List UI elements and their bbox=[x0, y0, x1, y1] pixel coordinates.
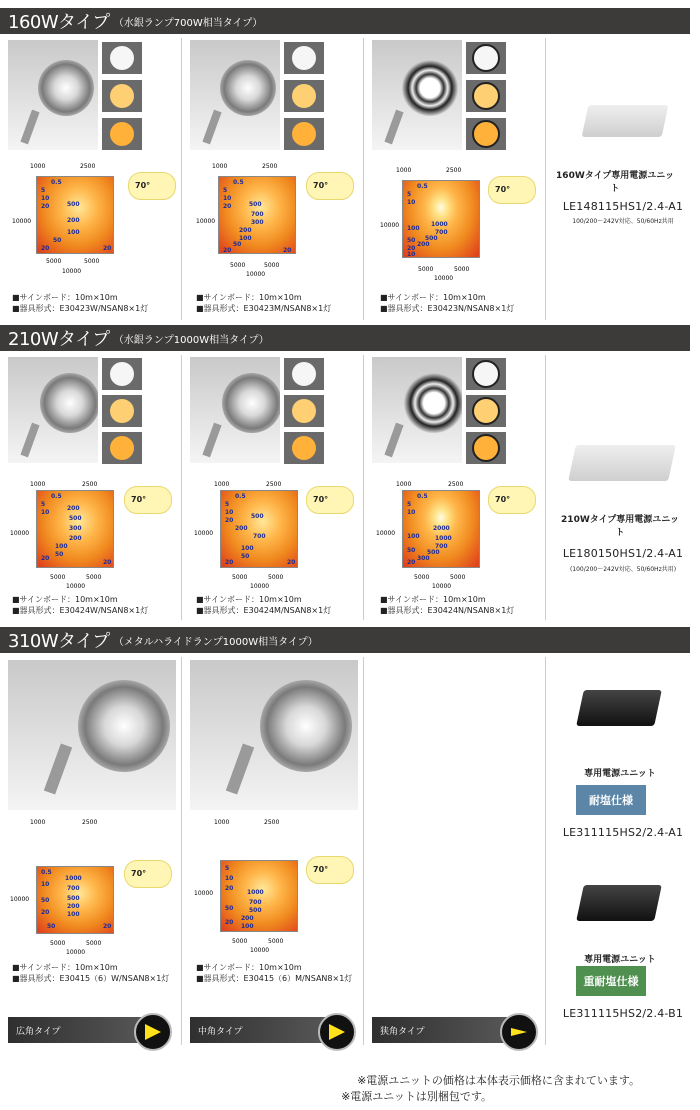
swatch-label: 電球色タイプ bbox=[328, 399, 360, 417]
narrow-beam-icon bbox=[500, 1013, 538, 1051]
dim-label: 2500 bbox=[264, 819, 280, 826]
dim-label: 10000 bbox=[66, 583, 86, 590]
dim-label: 10000 bbox=[62, 268, 82, 275]
product-photo bbox=[8, 660, 176, 810]
dim-label: 10000 bbox=[250, 947, 270, 954]
swatch-label: 昼白色タイプ bbox=[510, 46, 542, 64]
unit-name: 210Wタイプ専用電源ユニット bbox=[561, 515, 679, 538]
swatch-label: 電球色タイプ bbox=[510, 84, 542, 102]
section-subtitle: （水銀ランプ700W相当タイプ） bbox=[113, 17, 263, 29]
caption: ■サインボード：10m×10m ■器具形式：E30415（6）W/NSAN8×1灯 bbox=[12, 963, 170, 983]
unit-model: LE180150HS1/2.4-A1 bbox=[562, 547, 684, 560]
swatch-label: 電球色タイプ bbox=[328, 84, 360, 102]
sodium-swatch bbox=[466, 432, 506, 464]
sodium-swatch bbox=[284, 432, 324, 464]
unit-note: 100/200〜242V対応、50/60Hz共用 bbox=[572, 218, 674, 225]
dim-label: 5000 bbox=[46, 258, 62, 265]
dim-label: 10000 bbox=[66, 949, 86, 956]
dim-label: 10000 bbox=[434, 275, 454, 282]
swatch-label: ナトリウム色タイプ bbox=[328, 436, 360, 463]
unit-name: 専用電源ユニット bbox=[584, 769, 656, 779]
caption: ■サインボード：10m×10m ■器具形式：E30424W/NSAN8×1灯 bbox=[12, 595, 149, 615]
unit-name: 専用電源ユニット bbox=[584, 955, 656, 965]
type-medium: 中角タイプ bbox=[190, 1017, 340, 1043]
swatch-label: ナトリウム色タイプ bbox=[510, 122, 542, 149]
section-subtitle: （水銀ランプ1000W相当タイプ） bbox=[113, 334, 269, 346]
power-unit-image bbox=[582, 105, 669, 137]
dim-label: 10000 bbox=[376, 530, 396, 537]
section-title: 310Wタイプ bbox=[8, 631, 110, 652]
dim-label: 1000 bbox=[30, 481, 46, 488]
swatch-label: 昼白色タイプ bbox=[328, 46, 360, 64]
dim-label: 10000 bbox=[12, 218, 32, 225]
dim-label: 5000 bbox=[84, 258, 100, 265]
section-title: 210Wタイプ bbox=[8, 329, 110, 350]
product-photo bbox=[372, 357, 462, 463]
swatch-label: 電球色タイプ bbox=[510, 399, 542, 417]
section-header-210w bbox=[0, 325, 690, 351]
dim-label: 1000 bbox=[30, 163, 46, 170]
product-photo bbox=[190, 40, 280, 150]
caption: ■サインボード：10m×10m ■器具形式：E30423M/NSAN8×1灯 bbox=[196, 293, 332, 313]
swatch-label: ナトリウム色タイプ bbox=[328, 122, 360, 149]
dim-label: 5000 bbox=[86, 574, 102, 581]
illuminance-chart: 5 10 20 1000 700 500 200 100 50 20 bbox=[220, 860, 298, 932]
dim-label: 1000 bbox=[214, 819, 230, 826]
swatch-label: 昼白色タイプ bbox=[328, 362, 360, 380]
dim-label: 5000 bbox=[268, 574, 284, 581]
wide-beam-icon bbox=[134, 1013, 172, 1051]
section-header-160w bbox=[0, 8, 690, 34]
caption: ■サインボード：10m×10m ■器具形式：E30424M/NSAN8×1灯 bbox=[196, 595, 332, 615]
swatch-label: 昼白色タイプ bbox=[510, 362, 542, 380]
daylight-swatch bbox=[284, 358, 324, 390]
unit-model: LE311115HS2/2.4-A1 bbox=[562, 826, 684, 839]
dim-label: 1000 bbox=[212, 163, 228, 170]
illuminance-chart: 0.5 5 10 20 500 200 700 100 50 20 20 bbox=[220, 490, 298, 568]
dim-label: 10000 bbox=[380, 222, 400, 229]
sodium-swatch bbox=[466, 118, 506, 150]
bulb-swatch bbox=[102, 80, 142, 112]
angle-badge: 70° bbox=[306, 172, 354, 200]
caption: ■サインボード：10m×10m ■器具形式：E30423W/NSAN8×1灯 bbox=[12, 293, 149, 313]
sodium-swatch bbox=[102, 432, 142, 464]
dim-label: 2500 bbox=[82, 819, 98, 826]
illuminance-chart: 0.5 5 10 200 500 300 200 100 50 20 20 bbox=[36, 490, 114, 568]
swatch-label: 昼白色タイプ bbox=[146, 362, 178, 380]
dim-label: 1000 bbox=[30, 819, 46, 826]
illuminance-chart: 0.5 10 1000 700 500 200 100 50 20 50 20 bbox=[36, 866, 114, 934]
dim-label: 5000 bbox=[232, 938, 248, 945]
dim-label: 5000 bbox=[414, 574, 430, 581]
caption: ■サインボード：10m×10m ■器具形式：E30423N/NSAN8×1灯 bbox=[380, 293, 515, 313]
dim-label: 5000 bbox=[264, 262, 280, 269]
unit-name: 160Wタイプ専用電源ユニット bbox=[556, 171, 674, 194]
dim-label: 1000 bbox=[396, 167, 412, 174]
dim-label: 5000 bbox=[232, 574, 248, 581]
power-unit-image bbox=[576, 690, 662, 726]
salt-resistant-badge: 耐塩仕様 bbox=[576, 785, 646, 815]
angle-badge: 70° bbox=[124, 486, 172, 514]
dim-label: 5000 bbox=[450, 574, 466, 581]
dim-label: 5000 bbox=[50, 574, 66, 581]
bulb-swatch bbox=[102, 395, 142, 427]
swatch-label: 電球色タイプ bbox=[146, 84, 178, 102]
product-photo bbox=[8, 40, 98, 150]
swatch-label: ナトリウム色タイプ bbox=[146, 122, 178, 149]
dim-label: 10000 bbox=[194, 890, 214, 897]
bulb-swatch bbox=[466, 395, 506, 427]
power-unit-image bbox=[568, 445, 676, 481]
dim-label: 2500 bbox=[82, 481, 98, 488]
unit-model: LE148115HS1/2.4-A1 bbox=[562, 200, 684, 213]
dim-label: 10000 bbox=[194, 530, 214, 537]
heavy-salt-resistant-badge: 重耐塩仕様 bbox=[576, 966, 646, 996]
section-title: 160Wタイプ bbox=[8, 12, 110, 33]
dim-label: 5000 bbox=[50, 940, 66, 947]
sodium-swatch bbox=[284, 118, 324, 150]
daylight-swatch bbox=[284, 42, 324, 74]
illuminance-chart: 0.5 5 10 2000 1000 700 500 300 100 50 20 bbox=[402, 490, 480, 568]
medium-beam-icon bbox=[318, 1013, 356, 1051]
angle-badge: 70° bbox=[124, 860, 172, 888]
angle-badge: 70° bbox=[306, 486, 354, 514]
dim-label: 1000 bbox=[214, 481, 230, 488]
daylight-swatch bbox=[466, 358, 506, 390]
swatch-label: 昼白色タイプ bbox=[146, 46, 178, 64]
illuminance-chart: 0.5 5 10 20 500 200 100 50 20 20 bbox=[36, 176, 114, 254]
dim-label: 5000 bbox=[268, 938, 284, 945]
dim-label: 1000 bbox=[396, 481, 412, 488]
dim-label: 10000 bbox=[246, 271, 266, 278]
dim-label: 2500 bbox=[262, 163, 278, 170]
dim-label: 2500 bbox=[80, 163, 96, 170]
product-photo bbox=[372, 40, 462, 150]
caption: ■サインボード：10m×10m ■器具形式：E30424N/NSAN8×1灯 bbox=[380, 595, 515, 615]
dim-label: 10000 bbox=[10, 896, 30, 903]
footnote: ※電源ユニットの価格は本体表示価格に含まれています。 bbox=[357, 1074, 640, 1087]
dim-label: 2500 bbox=[266, 481, 282, 488]
dim-label: 10000 bbox=[10, 530, 30, 537]
swatch-label: 電球色タイプ bbox=[146, 399, 178, 417]
power-unit-image bbox=[576, 885, 662, 921]
daylight-swatch bbox=[102, 358, 142, 390]
dim-label: 10000 bbox=[432, 583, 452, 590]
angle-badge: 70° bbox=[488, 176, 536, 204]
angle-badge: 70° bbox=[306, 856, 354, 884]
bulb-swatch bbox=[466, 80, 506, 112]
swatch-label: ナトリウム色タイプ bbox=[146, 436, 178, 463]
product-photo bbox=[190, 357, 280, 463]
section-header-310w bbox=[0, 627, 690, 653]
dim-label: 2500 bbox=[446, 167, 462, 174]
type-wide: 広角タイプ bbox=[8, 1017, 158, 1043]
footnote: ※電源ユニットは別梱包です。 bbox=[341, 1090, 492, 1103]
sodium-swatch bbox=[102, 118, 142, 150]
dim-label: 5000 bbox=[230, 262, 246, 269]
daylight-swatch bbox=[466, 42, 506, 74]
dim-label: 2500 bbox=[448, 481, 464, 488]
illuminance-chart: 0.5 5 10 1000 700 500 200 100 50 20 10 bbox=[402, 180, 480, 258]
bulb-swatch bbox=[284, 80, 324, 112]
daylight-swatch bbox=[102, 42, 142, 74]
unit-model: LE311115HS2/2.4-B1 bbox=[562, 1007, 684, 1020]
section-subtitle: （メタルハライドランプ1000W相当タイプ） bbox=[113, 636, 318, 648]
unit-note: (100/200〜242V対応、50/60Hz共用) bbox=[569, 566, 677, 573]
dim-label: 5000 bbox=[454, 266, 470, 273]
product-photo bbox=[8, 357, 98, 463]
dim-label: 5000 bbox=[86, 940, 102, 947]
swatch-label: ナトリウム色タイプ bbox=[510, 436, 542, 463]
illuminance-chart: 0.5 5 10 20 500 700 300 200 100 50 20 20 bbox=[218, 176, 296, 254]
dim-label: 10000 bbox=[196, 218, 216, 225]
product-photo bbox=[190, 660, 358, 810]
type-narrow: 狭角タイプ bbox=[372, 1017, 522, 1043]
dim-label: 5000 bbox=[418, 266, 434, 273]
angle-badge: 70° bbox=[488, 486, 536, 514]
dim-label: 10000 bbox=[250, 583, 270, 590]
caption: ■サインボード：10m×10m ■器具形式：E30415（6）M/NSAN8×1灯 bbox=[196, 963, 353, 983]
angle-badge: 70° bbox=[128, 172, 176, 200]
bulb-swatch bbox=[284, 395, 324, 427]
